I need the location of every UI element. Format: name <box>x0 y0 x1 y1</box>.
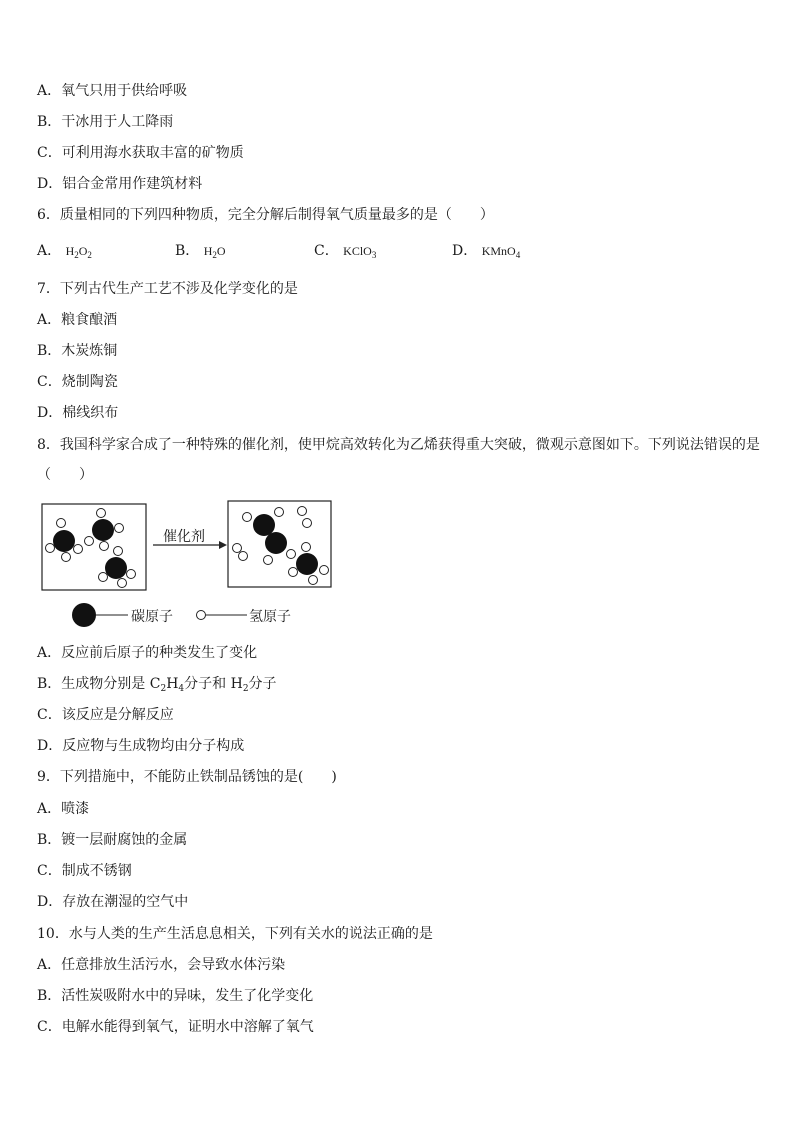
q8-option-a: A．反应前后原子的种类发生了变化 <box>37 645 258 661</box>
carbon-atom-legend-icon <box>72 603 96 627</box>
q5-option-b: B．干冰用于人工降雨 <box>37 114 174 130</box>
q7-option-d: D．棉线织布 <box>37 405 119 421</box>
q9-stem: 9．下列措施中，不能防止铁制品锈蚀的是( ) <box>37 769 337 785</box>
q6-option-b-letter: B． <box>175 243 200 259</box>
q7-option-a: A．粮食酿酒 <box>37 312 118 328</box>
q10-stem: 10．水与人类的生产生活息息相关，下列有关水的说法正确的是 <box>37 926 433 942</box>
q10-option-c: C．电解水能得到氧气，证明水中溶解了氧气 <box>37 1019 314 1035</box>
q9-option-a: A．喷漆 <box>37 801 90 817</box>
q5-option-a: A．氧气只用于供给呼吸 <box>37 83 188 99</box>
catalyst-label: 催化剂 <box>163 529 205 545</box>
q9-option-b: B．镀一层耐腐蚀的金属 <box>37 832 188 848</box>
q6-stem: 6．质量相同的下列四种物质，完全分解后制得氧气质量最多的是（ ） <box>37 207 494 223</box>
q8-option-b: B．生成物分别是 $C_2H_4$分子和 $H_2$分子 <box>37 676 277 694</box>
q6-option-d-letter: D． <box>452 243 478 259</box>
hydrogen-molecule <box>233 544 248 561</box>
arrow-head-icon <box>219 541 227 549</box>
q6-option-d-formula: KMnO$_4$ <box>481 244 521 260</box>
q9-option-c: C．制成不锈钢 <box>37 863 132 879</box>
q8-option-c: C．该反应是分解反应 <box>37 707 174 723</box>
methane-molecule <box>99 547 136 588</box>
q7-stem: 7．下列古代生产工艺不涉及化学变化的是 <box>37 281 298 297</box>
methane-molecule <box>289 543 329 585</box>
q6-option-c-formula: KClO$_3$ <box>343 244 377 260</box>
q6-option-c-letter: C． <box>314 243 339 259</box>
hydrogen-molecule <box>298 507 312 528</box>
q5-option-c: C．可利用海水获取丰富的矿物质 <box>37 145 244 161</box>
q6-option-b-formula: $H_2O$ <box>203 244 226 260</box>
methane-molecule <box>46 519 83 562</box>
q10-option-a: A．任意排放生活污水，会导致水体污染 <box>37 957 286 973</box>
methane-molecule <box>85 509 124 551</box>
q5-option-d: D．铝合金常用作建筑材料 <box>37 176 203 192</box>
ethylene-molecule <box>243 508 296 565</box>
q8-option-d: D．反应物与生成物均由分子构成 <box>37 738 245 754</box>
q8-stem-line2: （ ） <box>37 467 93 483</box>
hydrogen-atom-legend-icon <box>197 611 206 620</box>
q10-option-b: B．活性炭吸附水中的异味，发生了化学变化 <box>37 988 314 1004</box>
q7-option-b: B．木炭炼铜 <box>37 343 118 359</box>
q8-stem-line1: 8．我国科学家合成了一种特殊的催化剂，使甲烷高效转化为乙烯获得重大突破，微观示意图如下。下列说法错误的是 <box>37 437 760 453</box>
q9-option-d: D．存放在潮湿的空气中 <box>37 894 189 910</box>
q6-option-a-letter: A． <box>37 243 62 259</box>
carbon-atom-label: 碳原子 <box>131 609 173 625</box>
hydrogen-atom-label: 氢原子 <box>249 609 291 625</box>
q7-option-c: C．烧制陶瓷 <box>37 374 118 390</box>
q6-option-a-formula: $H_2O_2$ <box>65 244 92 260</box>
